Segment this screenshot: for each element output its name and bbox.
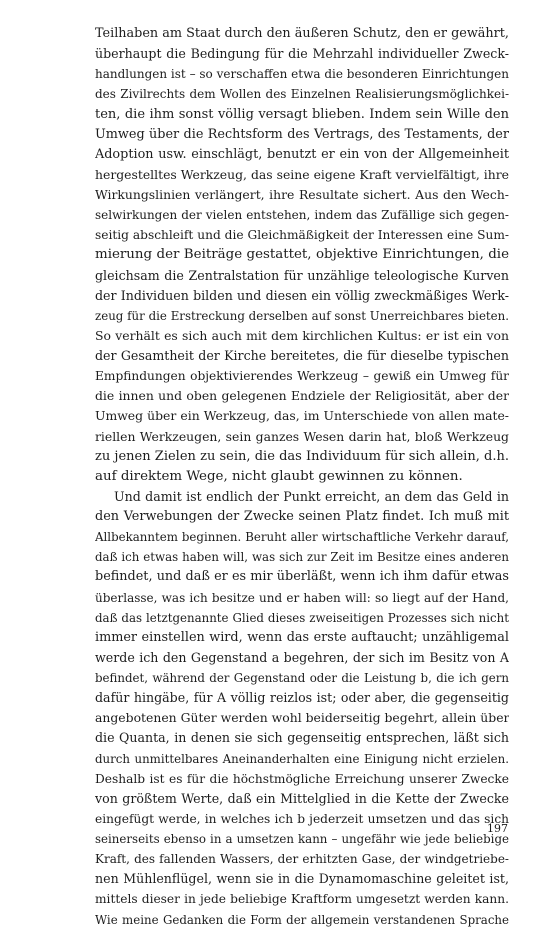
text-line: selwirkungen der vielen entstehen, indem das Zufällige sich gegen- bbox=[95, 208, 509, 223]
text-line: handlungen ist – so verschaffen etwa die besonderen Einrichtungen bbox=[95, 67, 509, 82]
text-line: immer einstellen wird, wenn das erste auftaucht; unzähligemal bbox=[95, 629, 509, 645]
text-line: der Individuen bilden und diesen ein völlig zweckmäßiges Werk- bbox=[95, 287, 509, 303]
text-line: mittels dieser in jede beliebige Kraftform umgesetzt werden kann. bbox=[95, 892, 509, 907]
text-line: den Verwebungen der Zwecke seinen Platz findet. Ich muß mit bbox=[95, 509, 509, 524]
text-line: angebotenen Güter werden wohl beiderseitig begehrt, allein über bbox=[95, 710, 509, 726]
text-line: dafür hingäbe, für A völlig reizlos ist; oder aber, die gegenseitig bbox=[95, 690, 509, 706]
text-line: daß das letztgenannte Glied dieses zweiseitigen Prozesses sich nicht bbox=[95, 610, 509, 625]
text-line: Umweg über die Rechtsform des Vertrags, des Testaments, der bbox=[95, 126, 509, 142]
text-line: seinerseits ebenso in a umsetzen kann – ungefähr wie jede beliebige bbox=[95, 832, 509, 846]
text-line: daß ich etwas haben will, was sich zur Zeit im Besitze eines anderen bbox=[95, 550, 509, 565]
text-line: auf direktem Wege, nicht glaubt gewinnen zu können. bbox=[95, 468, 463, 484]
text-line: Empfindungen objektivierendes Werkzeug – gewiß ein Umweg für bbox=[95, 369, 509, 384]
text-line: ten, die ihm sonst völlig versagt blieben. Indem sein Wille den bbox=[95, 106, 509, 122]
text-line: werde ich den Gegenstand a begehren, der sich im Besitz von A bbox=[95, 649, 509, 665]
text-line: gleichsam die Zentralstation für unzählige teleologische Kurven bbox=[95, 267, 509, 283]
text-line: befindet, und daß er es mir überläßt, wenn ich ihm dafür etwas bbox=[95, 569, 509, 585]
text-line: des Zivilrechts dem Wollen des Einzelnen Realisierungsmöglichkei- bbox=[95, 87, 509, 102]
page-number: 197 bbox=[487, 822, 508, 835]
text-line: Kraft, des fallenden Wassers, der erhitzten Gase, der windgetriebe- bbox=[95, 852, 509, 867]
text-line: Und damit ist endlich der Punkt erreicht, an dem das Geld in bbox=[114, 488, 509, 504]
text-line: mierung der Beiträge gestattet, objektive Einrichtungen, die bbox=[95, 247, 509, 263]
text-line: Wirkungslinien verlängert, ihre Resultate sichert. Aus den Wech- bbox=[95, 187, 509, 202]
text-line: Allbekanntem beginnen. Beruht aller wirtschaftliche Verkehr darauf, bbox=[95, 530, 509, 545]
text-line: zu jenen Zielen zu sein, die das Individuum für sich allein, d.h. bbox=[95, 448, 509, 464]
text-line: die Quanta, in denen sie sich gegenseitig entsprechen, läßt sich bbox=[95, 730, 509, 746]
text-line: befindet, während der Gegenstand oder die Leistung b, die ich gern bbox=[95, 671, 509, 685]
text-line: Adoption usw. einschlägt, benutzt er ein von der Allgemeinheit bbox=[95, 146, 509, 162]
text-line: Teilhaben am Staat durch den äußeren Schutz, den er gewährt, bbox=[95, 26, 509, 41]
text-line: der Gesamtheit der Kirche bereitetes, die für dieselbe typischen bbox=[95, 348, 509, 363]
text-line: So verhält es sich auch mit dem kirchlichen Kultus: er ist ein von bbox=[95, 327, 509, 343]
text-line: überlasse, was ich besitze und er haben will: so liegt auf der Hand, bbox=[95, 590, 509, 605]
text-line: seitig abschleift und die Gleichmäßigkeit der Interessen eine Sum- bbox=[95, 228, 509, 243]
body-text bbox=[95, 24, 509, 930]
text-line: die innen und oben gelegenen Endziele der Religiosität, aber der bbox=[95, 388, 509, 404]
text-line: Deshalb ist es für die höchstmögliche Erreichung unserer Zwecke bbox=[95, 771, 509, 786]
text-line: eingefügt werde, in welches ich b jederzeit umsetzen und das sich bbox=[95, 811, 509, 826]
text-line: von größtem Werte, daß ein Mittelglied in die Kette der Zwecke bbox=[95, 790, 509, 806]
text-line: durch unmittelbares Aneinanderhalten eine Einigung nicht erzielen. bbox=[95, 751, 509, 766]
text-line: Umweg über ein Werkzeug, das, im Unterschiede von allen mate- bbox=[95, 408, 509, 424]
text-line: Wie meine Gedanken die Form der allgemein verstandenen Sprache bbox=[95, 912, 509, 927]
text-line: nen Mühlenflügel, wenn sie in die Dynamomaschine geleitet ist, bbox=[95, 871, 509, 887]
text-line: hergestelltes Werkzeug, das seine eigene Kraft vervielfältigt, ihre bbox=[95, 166, 509, 182]
text-line: riellen Werkzeugen, sein ganzes Wesen darin hat, bloß Werkzeug bbox=[95, 428, 509, 444]
text-line: zeug für die Erstreckung derselben auf sonst Unerreichbares bieten. bbox=[95, 308, 509, 323]
text-line: überhaupt die Bedingung für die Mehrzahl individueller Zweck- bbox=[95, 46, 509, 62]
